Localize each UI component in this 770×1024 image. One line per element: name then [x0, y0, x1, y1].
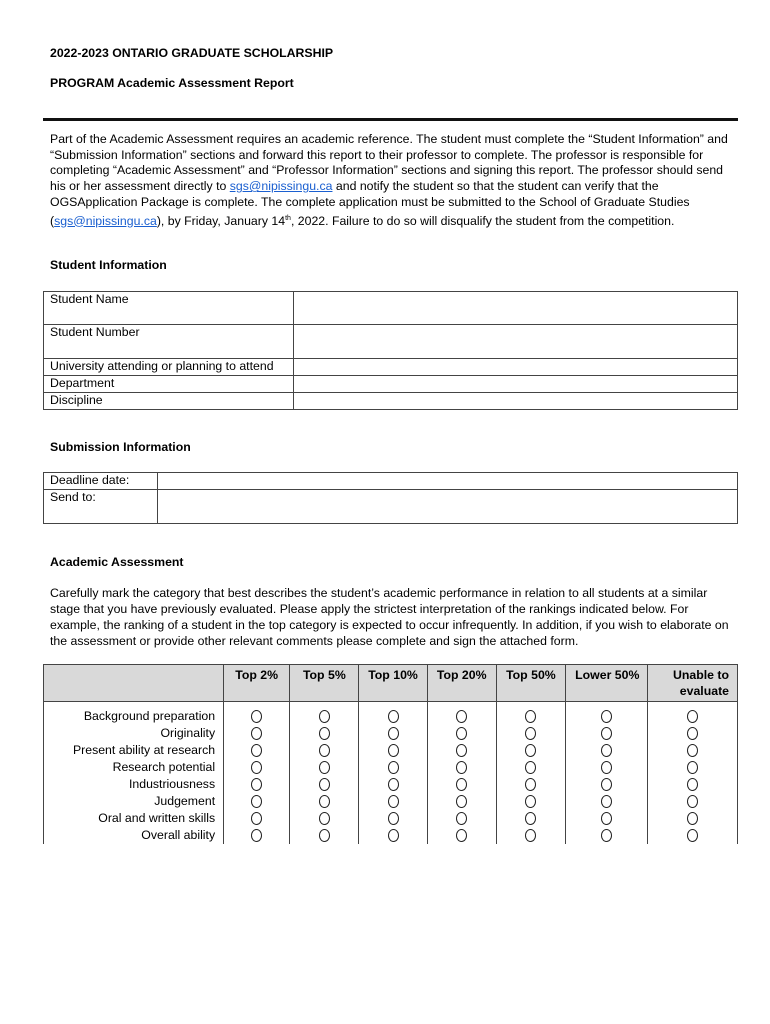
radio-button[interactable] [525, 710, 536, 723]
rating-cell [496, 702, 565, 726]
rating-cell [224, 827, 290, 844]
rating-cell [565, 793, 647, 810]
criteria-row [44, 725, 738, 742]
radio-button[interactable] [601, 812, 612, 825]
email-link[interactable]: sgs@nipissingu.ca [229, 179, 333, 194]
criteria-label: Judgement [44, 793, 224, 810]
field-label: University attending or planning to attend [44, 359, 294, 376]
radio-button[interactable] [687, 744, 698, 757]
rating-cell [427, 725, 496, 742]
criteria-row [44, 776, 738, 793]
column-header: Top 20% [427, 665, 496, 702]
rating-cell [648, 827, 738, 844]
blank-header [44, 665, 224, 702]
radio-button[interactable] [388, 761, 399, 774]
radio-button[interactable] [388, 829, 399, 842]
criteria-label: Originality [44, 725, 224, 742]
radio-button[interactable] [319, 812, 330, 825]
rating-cell [496, 725, 565, 742]
rating-cell [565, 742, 647, 759]
student-info-table [43, 291, 738, 410]
rating-cell [427, 759, 496, 776]
rating-cell [496, 827, 565, 844]
rating-cell [359, 793, 427, 810]
column-header: Top 10% [359, 665, 427, 702]
rating-cell [496, 810, 565, 827]
rating-cell [224, 742, 290, 759]
rating-cell [359, 759, 427, 776]
criteria-label: Research potential [44, 759, 224, 776]
rating-cell [648, 725, 738, 742]
criteria-row [44, 810, 738, 827]
radio-button[interactable] [251, 727, 262, 740]
radio-button[interactable] [251, 812, 262, 825]
rating-cell [648, 759, 738, 776]
column-header: Top 50% [496, 665, 565, 702]
rating-cell [290, 702, 359, 726]
rating-cell [224, 702, 290, 726]
radio-button[interactable] [251, 744, 262, 757]
rating-cell [290, 742, 359, 759]
divider [43, 118, 738, 121]
radio-button[interactable] [687, 812, 698, 825]
rating-cell [359, 810, 427, 827]
rating-cell [648, 742, 738, 759]
radio-button[interactable] [687, 795, 698, 808]
criteria-label: Present ability at research [44, 742, 224, 759]
radio-button[interactable] [601, 795, 612, 808]
rating-cell [565, 776, 647, 793]
title-line-1: 2022-2023 ONTARIO GRADUATE SCHOLARSHIP [50, 46, 334, 60]
intro-text: , 2022. Failure to do so will disqualify the student from the competition. [290, 213, 675, 228]
deadline-date-field[interactable] [158, 473, 738, 490]
rating-cell [359, 742, 427, 759]
rating-cell [565, 759, 647, 776]
rating-cell [290, 776, 359, 793]
radio-button[interactable] [319, 727, 330, 740]
rating-cell [427, 827, 496, 844]
rating-cell [496, 742, 565, 759]
submission-info-heading: Submission Information [50, 440, 191, 454]
radio-button[interactable] [525, 727, 536, 740]
column-header: Top 2% [224, 665, 290, 702]
field-label: Student Number [44, 325, 294, 359]
radio-button[interactable] [687, 778, 698, 791]
rating-cell [290, 827, 359, 844]
rating-cell [427, 702, 496, 726]
rating-cell [496, 759, 565, 776]
rating-cell [496, 776, 565, 793]
student-number-field[interactable] [294, 325, 738, 359]
radio-button[interactable] [319, 710, 330, 723]
criteria-label: Background preparation [44, 702, 224, 726]
rating-cell [359, 725, 427, 742]
radio-button[interactable] [456, 812, 467, 825]
send-to-field[interactable] [158, 490, 738, 524]
rating-cell [290, 810, 359, 827]
column-header: Unable to evaluate [648, 665, 738, 702]
rating-cell [648, 702, 738, 726]
field-label: Student Name [44, 292, 294, 325]
radio-button[interactable] [456, 710, 467, 723]
radio-button[interactable] [525, 795, 536, 808]
rating-cell [565, 827, 647, 844]
email-link[interactable]: sgs@nipissingu.ca [54, 213, 157, 228]
radio-button[interactable] [251, 795, 262, 808]
radio-button[interactable] [319, 829, 330, 842]
radio-button[interactable] [319, 778, 330, 791]
assessment-instructions: Carefully mark the category that best describes the student’s academic performance in relation to all students at a similar stage that you have previously evaluated. Please apply the strictest interpretation of the rankings indicated below. For example, the ranking of a student in the top category is expected to occur infrequently. In addition, if you wish to elaborate on the assessment or provide other relevant comments please complete and sign the attached form. [50, 586, 729, 648]
radio-button[interactable] [601, 778, 612, 791]
radio-button[interactable] [687, 727, 698, 740]
rating-cell [224, 810, 290, 827]
rating-cell [565, 702, 647, 726]
radio-button[interactable] [601, 727, 612, 740]
intro-text: and notify the student so that the student can verify that the OGSApplication Package is complete. The complete application must be submitted to the School of Graduate Studies ( [50, 179, 690, 228]
rating-cell [648, 810, 738, 827]
radio-button[interactable] [601, 761, 612, 774]
rating-cell [290, 759, 359, 776]
radio-button[interactable] [687, 710, 698, 723]
radio-button[interactable] [601, 744, 612, 757]
department-field[interactable] [294, 376, 738, 393]
radio-button[interactable] [687, 829, 698, 842]
radio-button[interactable] [388, 744, 399, 757]
intro-text: ), by Friday, January 14 [156, 213, 286, 228]
student-info-heading: Student Information [50, 258, 167, 272]
university-field[interactable] [294, 359, 738, 376]
criteria-row [44, 742, 738, 759]
superscript: th [285, 214, 291, 222]
rating-cell [648, 776, 738, 793]
radio-button[interactable] [319, 795, 330, 808]
criteria-label: Overall ability [44, 827, 224, 844]
rating-cell [224, 793, 290, 810]
radio-button[interactable] [456, 744, 467, 757]
radio-button[interactable] [388, 795, 399, 808]
radio-button[interactable] [388, 778, 399, 791]
radio-button[interactable] [319, 744, 330, 757]
column-header: Top 5% [290, 665, 359, 702]
radio-button[interactable] [388, 727, 399, 740]
radio-button[interactable] [251, 710, 262, 723]
radio-button[interactable] [525, 744, 536, 757]
radio-button[interactable] [601, 710, 612, 723]
rating-cell [290, 793, 359, 810]
rating-cell [224, 776, 290, 793]
rating-cell [359, 702, 427, 726]
student-name-field[interactable] [294, 292, 738, 325]
field-label: Deadline date: [44, 473, 158, 490]
radio-button[interactable] [456, 795, 467, 808]
criteria-label: Industriousness [44, 776, 224, 793]
criteria-label: Oral and written skills [44, 810, 224, 827]
submission-info-table [43, 472, 738, 524]
title-line-2: PROGRAM Academic Assessment Report [50, 76, 294, 90]
rating-cell [427, 793, 496, 810]
rating-cell [496, 793, 565, 810]
radio-button[interactable] [525, 761, 536, 774]
radio-button[interactable] [251, 778, 262, 791]
criteria-row [44, 793, 738, 810]
field-label: Department [44, 376, 294, 393]
rating-cell [565, 810, 647, 827]
intro-paragraph [50, 132, 730, 229]
rating-cell [427, 776, 496, 793]
assessment-table [43, 664, 738, 844]
radio-button[interactable] [525, 829, 536, 842]
rating-cell [565, 725, 647, 742]
radio-button[interactable] [456, 727, 467, 740]
field-label: Discipline [44, 393, 294, 410]
radio-button[interactable] [456, 829, 467, 842]
radio-button[interactable] [456, 778, 467, 791]
intro-text: Part of the Academic Assessment requires an academic reference. The student must complete the “Student Information” and “Submission Information” sections and forward this report to their professor to complete. The professor is responsible for completing “Academic Assessment” and “Professor Information” sections and signing this report. The professor should send his or her assessment directly to [50, 132, 728, 194]
radio-button[interactable] [601, 829, 612, 842]
rating-cell [224, 759, 290, 776]
radio-button[interactable] [388, 812, 399, 825]
radio-button[interactable] [251, 829, 262, 842]
radio-button[interactable] [319, 761, 330, 774]
field-label: Send to: [44, 490, 158, 524]
discipline-field[interactable] [294, 393, 738, 410]
criteria-row [44, 759, 738, 776]
radio-button[interactable] [388, 710, 399, 723]
radio-button[interactable] [525, 778, 536, 791]
rating-cell [427, 810, 496, 827]
radio-button[interactable] [687, 761, 698, 774]
column-header: Lower 50% [565, 665, 647, 702]
rating-cell [648, 793, 738, 810]
radio-button[interactable] [525, 812, 536, 825]
criteria-row [44, 827, 738, 844]
rating-cell [224, 725, 290, 742]
rating-cell [290, 725, 359, 742]
radio-button[interactable] [456, 761, 467, 774]
academic-assessment-heading: Academic Assessment [50, 555, 184, 569]
radio-button[interactable] [251, 761, 262, 774]
criteria-row [44, 702, 738, 726]
rating-cell [359, 776, 427, 793]
rating-cell [359, 827, 427, 844]
rating-cell [427, 742, 496, 759]
